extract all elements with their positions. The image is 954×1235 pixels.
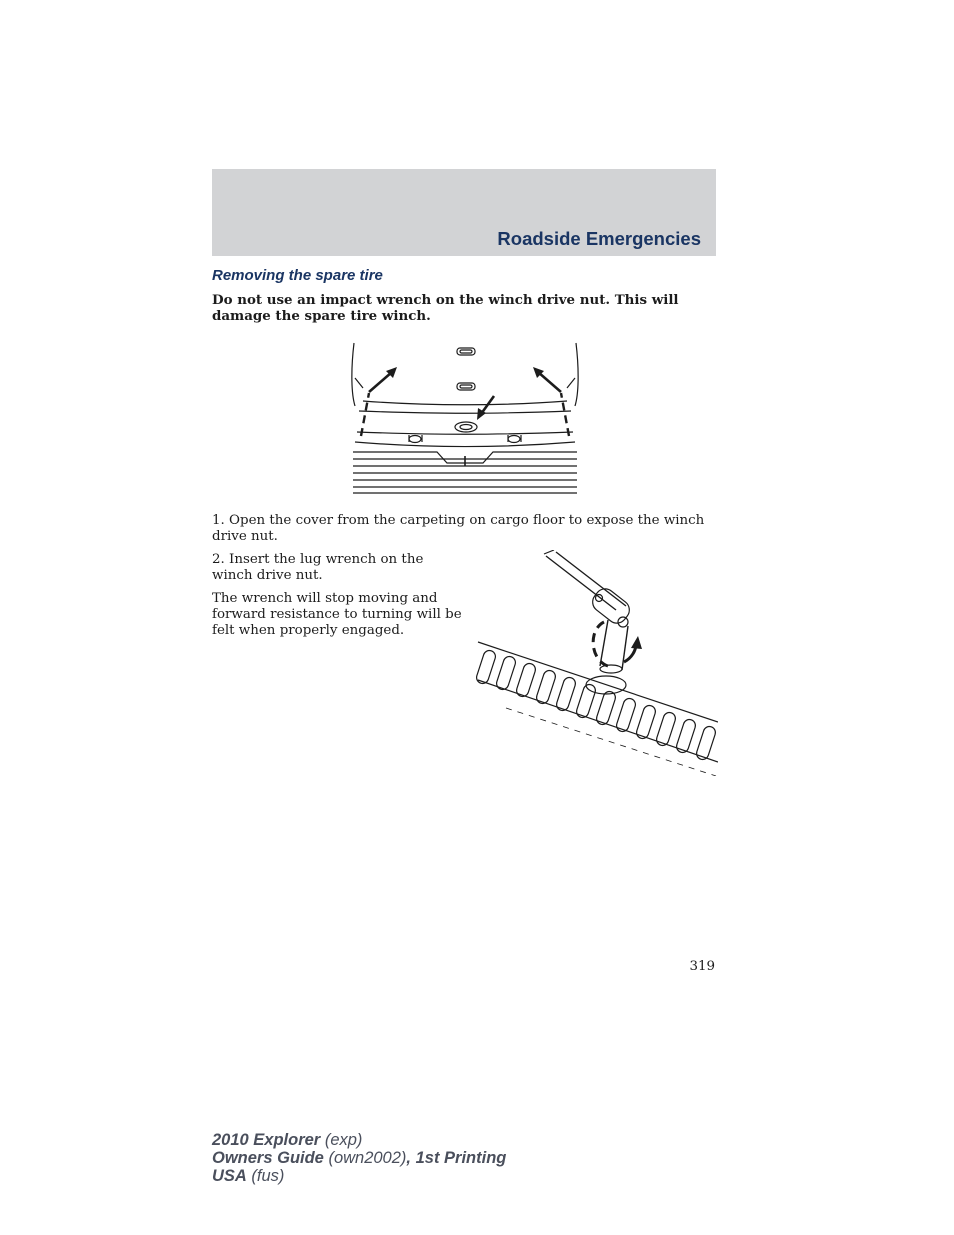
section-header-band [212, 169, 716, 256]
print-footer [212, 1131, 506, 1185]
footer-line-1: 2010 Explorer (exp) [212, 1131, 363, 1149]
step-2-text: 2. Insert the lug wrench on the winch drive nut. [212, 552, 424, 583]
floor-slots [476, 649, 717, 761]
engagement-note: The wrench will stop moving and forward resistance to turning will be felt when properly engaged. [212, 591, 462, 638]
step-1-text: 1. Open the cover from the carpeting on cargo floor to expose the winch drive nut. [212, 513, 705, 544]
lug-wrench-illustration [476, 550, 718, 776]
footer-line-2: Owners Guide (own2002), 1st Printing [212, 1149, 507, 1167]
cargo-floor-cover-illustration [347, 338, 583, 498]
warning-text: Do not use an impact wrench on the winch drive nut. This will damage the spare tire winch. [212, 292, 679, 324]
footer-line-3: USA (fus) [212, 1167, 285, 1185]
subheading: Removing the spare tire [212, 267, 383, 284]
page-number: 319 [689, 959, 715, 974]
section-title: Roadside Emergencies [497, 228, 701, 249]
